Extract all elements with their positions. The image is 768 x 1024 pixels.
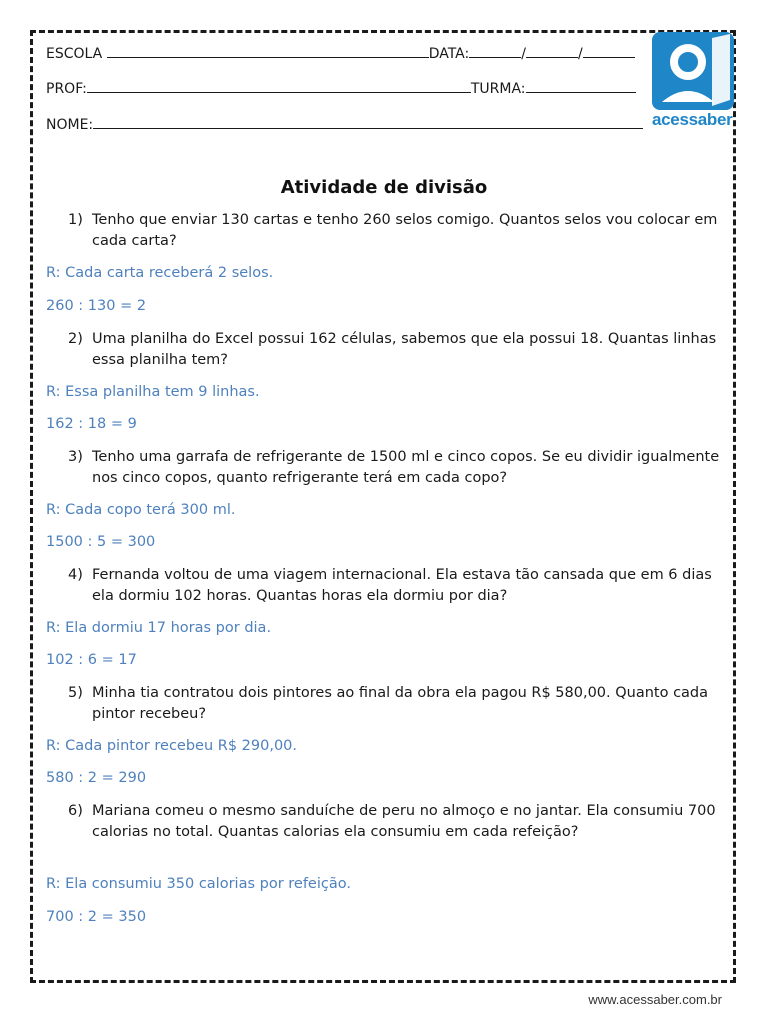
question-text: Uma planilha do Excel possui 162 células, sabemos que ela possui 18. Quantas linhas essa planilha tem?	[92, 331, 717, 368]
question-2	[68, 329, 728, 371]
answer-3: R: Cada copo terá 300 ml.	[46, 502, 236, 518]
answer-2: R: Essa planilha tem 9 linhas.	[46, 384, 260, 400]
question-6	[68, 801, 728, 843]
question-number: 6)	[68, 803, 83, 819]
class-field[interactable]	[526, 80, 636, 93]
class-label: TURMA:	[470, 81, 526, 97]
calculation-3: 1500 : 5 = 300	[46, 534, 156, 550]
page-title: Atividade de divisão	[280, 177, 488, 198]
date-day-field[interactable]	[469, 45, 521, 58]
teacher-class-row	[46, 80, 636, 97]
question-text: Fernanda voltou de uma viagem internacional. Ela estava tão cansada que em 6 dias ela dormiu 102 horas. Quantas horas ela dormiu por dia?	[92, 567, 712, 604]
answer-6: R: Ela consumiu 350 calorias por refeição.	[46, 876, 351, 892]
school-field[interactable]	[107, 45, 429, 58]
date-separator: /	[521, 46, 526, 62]
answer-4: R: Ela dormiu 17 horas por dia.	[46, 620, 272, 636]
calculation-2: 162 : 18 = 9	[46, 416, 137, 432]
date-label: DATA:	[428, 46, 470, 62]
name-field[interactable]	[93, 116, 643, 129]
question-3	[68, 447, 728, 489]
question-text: Mariana comeu o mesmo sanduíche de peru no almoço e no jantar. Ela consumiu 700 calorias no total. Quantas calorias ela consumiu em cada refeição?	[92, 803, 716, 840]
question-number: 1)	[68, 212, 83, 228]
question-number: 4)	[68, 567, 83, 583]
question-text: Tenho que enviar 130 cartas e tenho 260 selos comigo. Quantos selos vou colocar em cada carta?	[92, 212, 718, 249]
date-separator: /	[577, 46, 583, 62]
footer-url[interactable]: www.acessaber.com.br	[588, 992, 722, 1007]
date-month-field[interactable]	[526, 45, 578, 58]
teacher-field[interactable]	[87, 80, 471, 93]
school-label: ESCOLA	[46, 46, 103, 62]
logo-wordmark: acessaber	[652, 110, 733, 129]
name-row	[46, 116, 643, 133]
calculation-6: 700 : 2 = 350	[46, 909, 147, 925]
answer-1: R: Cada carta receberá 2 selos.	[46, 265, 274, 281]
calculation-5: 580 : 2 = 290	[46, 770, 147, 786]
calculation-4: 102 : 6 = 17	[46, 652, 137, 668]
question-number: 2)	[68, 331, 83, 347]
question-4	[68, 565, 728, 607]
question-5	[68, 683, 728, 725]
question-number: 5)	[68, 685, 83, 701]
question-text: Minha tia contratou dois pintores ao final da obra ela pagou R$ 580,00. Quanto cada pintor recebeu?	[92, 685, 709, 722]
calculation-1: 260 : 130 = 2	[46, 298, 147, 314]
date-year-field[interactable]	[583, 45, 635, 58]
school-date-row	[46, 45, 635, 62]
question-1	[68, 210, 728, 252]
question-number: 3)	[68, 449, 83, 465]
answer-5: R: Cada pintor recebeu R$ 290,00.	[46, 738, 298, 754]
name-label: NOME:	[46, 117, 94, 133]
question-text: Tenho uma garrafa de refrigerante de 1500 ml e cinco copos. Se eu dividir igualmente nos cinco copos, quanto refrigerante terá em cada copo?	[92, 449, 720, 486]
teacher-label: PROF:	[46, 81, 87, 97]
